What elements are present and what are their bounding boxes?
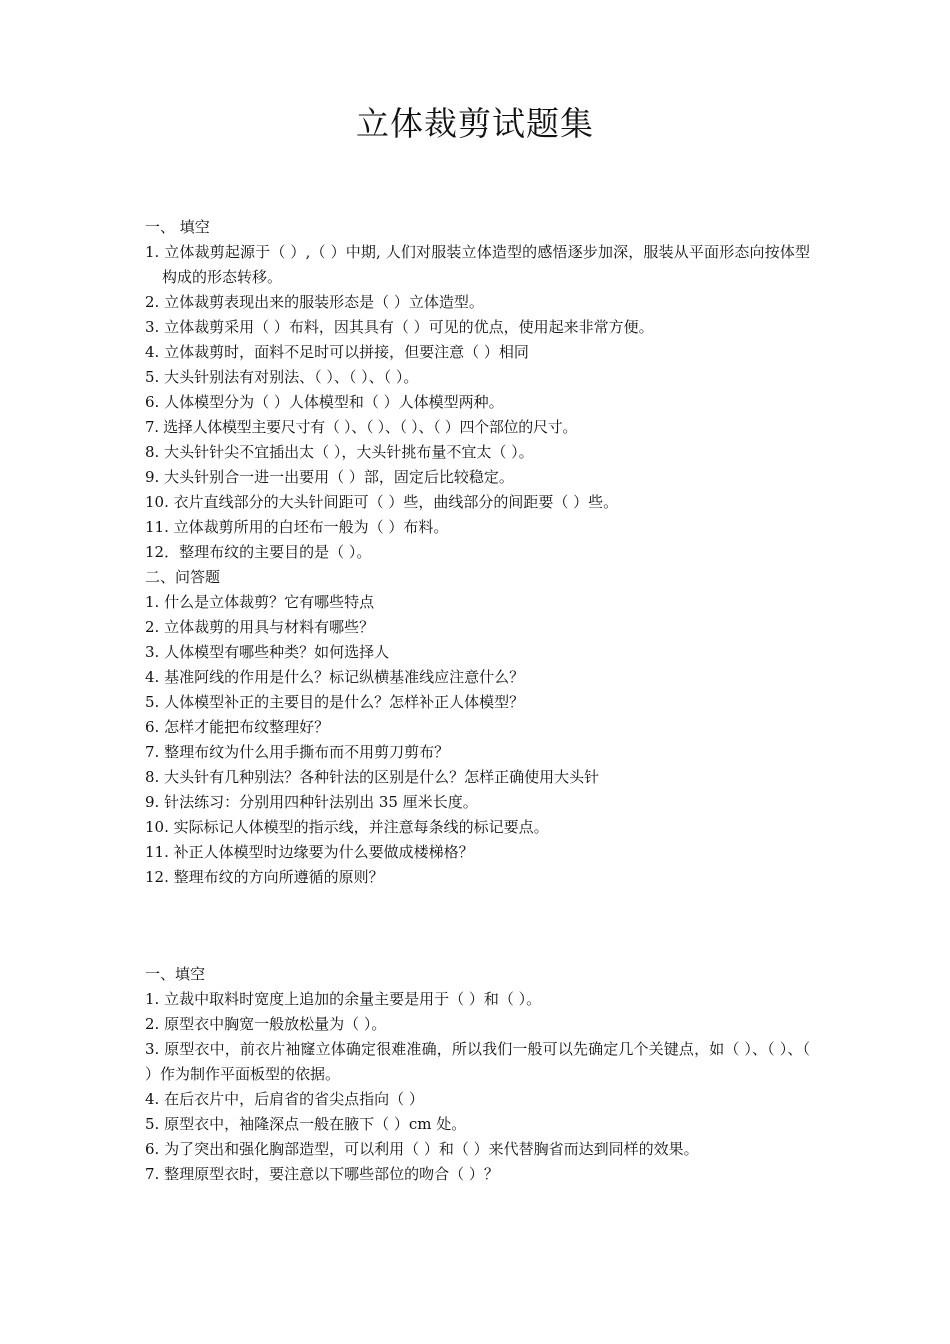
fill-question: 2. 原型衣中胸宽一般放松量为（ ）。: [145, 1015, 387, 1033]
fill-question: 5. 原型衣中，袖隆深点一般在腋下（ ）cm 处。: [145, 1115, 467, 1133]
fill-question: 2. 立体裁剪表现出来的服装形态是（ ）立体造型。: [145, 293, 484, 311]
fill-question: 6. 为了突出和强化胸部造型，可以利用（ ）和（ ）来代替胸省而达到同样的效果。: [145, 1140, 699, 1158]
qa-question: 11. 补正人体模型时边缘要为什么要做成楼梯格？: [145, 843, 474, 861]
qa-question: 9. 针法练习：分别用四种针法别出 35 厘米长度。: [145, 793, 478, 811]
fill-question: 3. 立体裁剪采用（ ）布料，因其具有（ ）可见的优点，使用起来非常方便。: [145, 318, 654, 336]
qa-heading: 二、问答题: [145, 568, 221, 586]
qa-question: 12. 整理布纹的方向所遵循的原则？: [145, 868, 384, 886]
qa-question: 5. 人体模型补正的主要目的是什么？怎样补正人体模型？: [145, 693, 525, 711]
page-title: 立体裁剪试题集: [356, 104, 594, 143]
fill-blank-heading: 一、 填空: [145, 218, 210, 236]
fill-blank-heading: 一、填空: [145, 965, 206, 983]
qa-question: 7. 整理布纹为什么用手撕布而不用剪刀剪布？: [145, 743, 450, 761]
fill-question: 1. 立裁中取料时宽度上追加的余量主要是用于（ ）和（ ）。: [145, 990, 542, 1008]
fill-question: 7. 选择人体模型主要尺寸有（ ）、（ ）、（ ）、（ ）四个部位的尺寸。: [145, 418, 578, 436]
qa-question: 8. 大头针有几种别法？各种针法的区别是什么？怎样正确使用大头针: [145, 768, 600, 786]
fill-question: 3. 原型衣中，前衣片袖窿立体确定很难准确，所以我们一般可以先确定几个关键点，如（ ）、（ ）、（ ）作为制作平面板型的依据。: [145, 1040, 810, 1083]
fill-question: 5. 大头针别法有对别法、（ ）、（ ）、（ ）。: [145, 368, 419, 386]
fill-question: 1. 立体裁剪起源于（ ）,（ ）中期, 人们对服装立体造型的感悟逐步加深，服装从平面形态向按体型构成的形态转移。: [145, 243, 810, 286]
fill-question: 7. 整理原型衣时，要注意以下哪些部位的吻合（ ）？: [145, 1165, 499, 1183]
fill-question: 11. 立体裁剪所用的白坯布一般为（ ）布料。: [145, 518, 449, 536]
fill-question: 9. 大头针别合一进一出要用（ ）部，固定后比较稳定。: [145, 468, 514, 486]
fill-question: 4. 在后衣片中，后肩省的省尖点指向（ ）: [145, 1090, 424, 1108]
qa-question: 2. 立体裁剪的用具与材料有哪些？: [145, 618, 375, 636]
qa-question: 4. 基准阿线的作用是什么？标记纵横基准线应注意什么？: [145, 668, 525, 686]
fill-question: 6. 人体模型分为（ ）人体模型和（ ）人体模型两种。: [145, 393, 504, 411]
exercise-set-2: [145, 962, 810, 1187]
qa-question: 10. 实际标记人体模型的指示线，并注意每条线的标记要点。: [145, 818, 549, 836]
fill-question: 12．整理布纹的主要目的是（ ）。: [145, 543, 372, 561]
fill-question: 10. 衣片直线部分的大头针间距可（ ）些，曲线部分的间距要（ ）些。: [145, 493, 619, 511]
fill-question: 8. 大头针针尖不宜插出太（ ），大头针挑布量不宜太（ ）。: [145, 443, 534, 461]
fill-question: 4. 立体裁剪时，面料不足时可以拼接，但要注意（ ）相同: [145, 343, 529, 361]
qa-question: 3. 人体模型有哪些种类？如何选择人: [145, 643, 390, 661]
exercise-set-1: [145, 215, 810, 890]
qa-question: 1. 什么是立体裁剪？它有哪些特点: [145, 593, 375, 611]
qa-question: 6. 怎样才能把布纹整理好？: [145, 718, 330, 736]
